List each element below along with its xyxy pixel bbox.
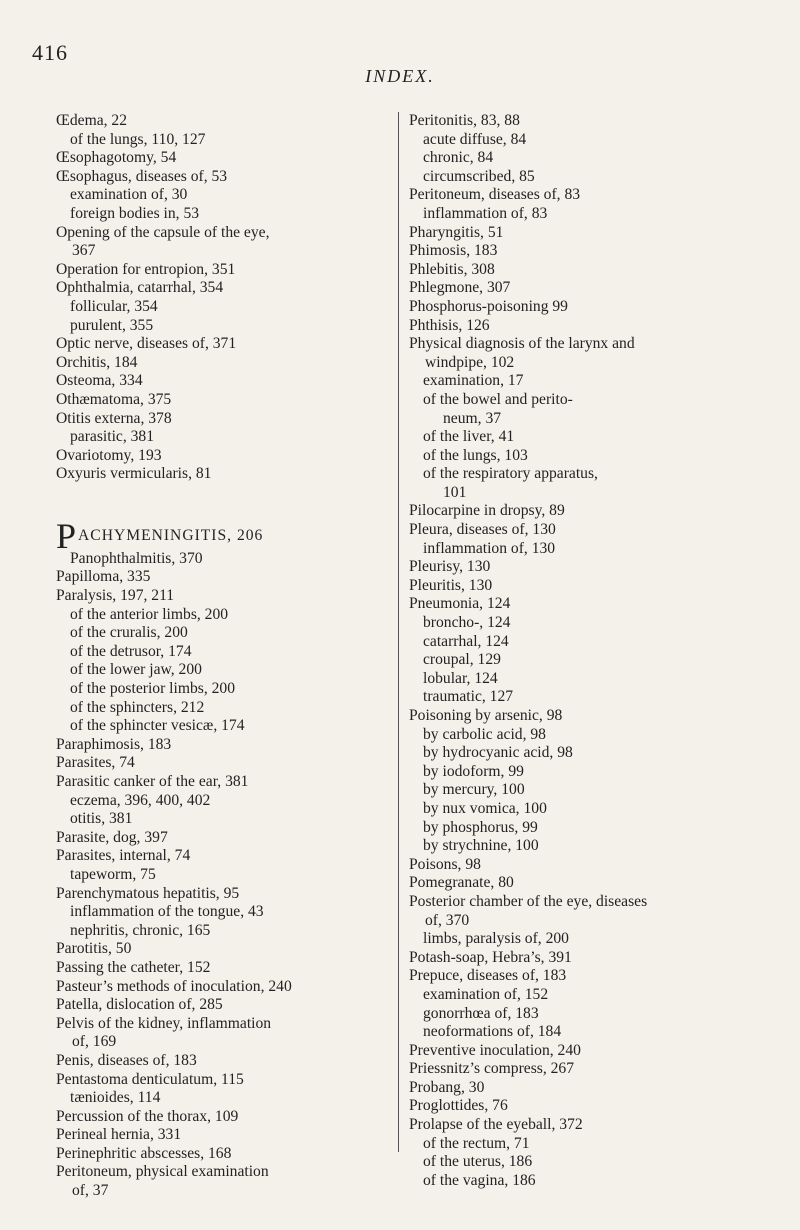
index-entry: Parasites, internal, 74 [56,847,191,865]
index-entry-continuation: windpipe, 102 [425,353,515,371]
index-subentry: parasitic, 381 [70,428,155,446]
index-entry: Parasites, 74 [56,754,135,772]
index-subentry: examination, 17 [423,372,524,390]
column-divider [398,112,399,1152]
index-entry: Paralysis, 197, 211 [56,587,175,605]
index-subentry: circumscribed, 85 [423,167,535,185]
index-subentry: purulent, 355 [70,316,154,334]
index-subentry-continuation: neum, 37 [443,409,502,427]
index-subentry: chronic, 84 [423,149,494,167]
index-entry: Œdema, 22 [56,112,128,129]
index-subentry: of the vagina, 186 [423,1171,536,1189]
index-entry: Phthisis, 126 [409,316,490,334]
index-subentry: of the respiratory apparatus, [423,465,598,483]
index-entry: Paraphimosis, 183 [56,735,172,753]
index-entry: Peritoneum, physical examination [56,1163,269,1181]
index-entry: Pentastoma denticulatum, 115 [56,1070,244,1088]
index-entry: Poisoning by arsenic, 98 [409,707,563,724]
index-subentry: of the lungs, 103 [423,446,528,464]
index-subentry: limbs, paralysis of, 200 [423,930,569,948]
index-subentry: of the cruralis, 200 [70,624,188,642]
index-entry-continuation: of, 370 [425,911,470,929]
index-subentry: follicular, 354 [70,297,158,315]
index-subentry: broncho-, 124 [423,614,511,632]
index-column-left [56,112,396,1201]
index-entry: Parasitic canker of the ear, 381 [56,773,249,790]
index-subentry: examination of, 30 [70,186,188,204]
index-entry: Pharyngitis, 51 [409,223,504,241]
index-entry: Parasite, dog, 397 [56,828,168,846]
index-subentry-continuation: 101 [443,483,467,501]
index-entry: Œsophagotomy, 54 [56,149,177,167]
index-entry-continuation: 367 [72,242,96,260]
index-subentry: neoformations of, 184 [423,1023,562,1041]
index-entry: Pomegranate, 80 [409,874,514,892]
index-subentry: of the posterior limbs, 200 [70,680,236,698]
index-entry: Pneumonia, 124 [409,595,511,613]
index-entry: Othæmatoma, 375 [56,390,172,408]
index-subentry: of the sphincters, 212 [70,698,205,716]
index-entry: Operation for entropion, 351 [56,260,236,278]
index-entry: Peritonitis, 83, 88 [409,112,520,129]
index-entry: Pleura, diseases of, 130 [409,521,556,539]
index-entry: Pleurisy, 130 [409,558,491,576]
index-subentry: otitis, 381 [70,810,133,828]
index-entry: Phlegmone, 307 [409,279,511,297]
index-subentry: of the lungs, 110, 127 [70,130,206,148]
index-entry-letter-head [56,515,396,556]
index-subentry: tænioides, 114 [70,1089,161,1107]
index-entry-continuation: of, 37 [72,1182,109,1200]
index-entry: Orchitis, 184 [56,353,138,371]
index-entry: Osteoma, 334 [56,372,143,390]
index-entry: Oxyuris vermicularis, 81 [56,465,212,483]
index-subentry: tapeworm, 75 [70,865,156,883]
index-subentry: lobular, 124 [423,669,498,687]
section-gap [56,484,396,522]
index-entry: Priessnitz’s compress, 267 [409,1060,575,1078]
index-entry: Phimosis, 183 [409,242,498,260]
index-entry: Perineal hernia, 331 [56,1126,182,1144]
index-subentry: of the uterus, 186 [423,1153,533,1171]
index-subentry: by carbolic acid, 98 [423,725,546,743]
index-entry: Œsophagus, diseases of, 53 [56,167,228,185]
index-subentry: examination of, 152 [423,985,549,1003]
index-subentry: traumatic, 127 [423,688,514,706]
index-subentry: croupal, 129 [423,651,501,669]
index-entry: Pasteur’s methods of inoculation, 240 [56,977,292,995]
index-subentry: eczema, 396, 400, 402 [70,791,211,809]
index-entry: Parenchymatous hepatitis, 95 [56,884,240,902]
index-subentry: by nux vomica, 100 [423,799,547,817]
index-subentry: by mercury, 100 [423,781,525,799]
index-entry: Penis, diseases of, 183 [56,1051,197,1069]
index-subentry: of the sphincter vesicæ, 174 [70,717,245,735]
index-subentry: by strychnine, 100 [423,837,539,855]
index-entry: Ovariotomy, 193 [56,446,162,464]
index-entry-continuation: of, 169 [72,1033,117,1051]
index-subentry: inflammation of, 130 [423,539,556,557]
index-entry: Phosphorus-poisoning 99 [409,297,568,315]
index-column-right [409,112,781,1190]
index-subentry: inflammation of, 83 [423,204,548,222]
index-subentry: foreign bodies in, 53 [70,204,200,222]
index-entry: Potash-soap, Hebra’s, 391 [409,948,572,966]
index-entry-text: ACHYMENINGITIS, 206 [78,526,264,544]
index-subentry: of the liver, 41 [423,428,515,446]
index-subentry: catarrhal, 124 [423,632,509,650]
index-entry: Parotitis, 50 [56,940,132,958]
index-entry: Proglottides, 76 [409,1097,508,1115]
index-entry: Optic nerve, diseases of, 371 [56,335,237,353]
index-subentry: of the rectum, 71 [423,1134,530,1152]
index-subentry: nephritis, chronic, 165 [70,921,211,939]
index-entry: Prepuce, diseases of, 183 [409,967,567,985]
drop-cap: P [56,515,78,556]
index-subentry: Panophthalmitis, 370 [70,549,203,567]
running-head: INDEX. [365,66,435,86]
index-entry: Otitis externa, 378 [56,409,172,427]
index-entry: Physical diagnosis of the larynx and [409,335,635,353]
index-entry: Ophthalmia, catarrhal, 354 [56,279,224,297]
index-entry: Peritoneum, diseases of, 83 [409,186,581,204]
index-entry: Passing the catheter, 152 [56,958,211,976]
index-subentry: of the detrusor, 174 [70,642,192,660]
index-subentry: of the lower jaw, 200 [70,661,202,679]
index-entry: Opening of the capsule of the eye, [56,223,270,241]
index-entry: Posterior chamber of the eye, diseases [409,892,648,910]
index-subentry: acute diffuse, 84 [423,130,527,148]
index-subentry: by hydrocyanic acid, 98 [423,744,573,762]
index-entry: Patella, dislocation of, 285 [56,996,223,1014]
index-subentry: by iodoform, 99 [423,762,524,780]
index-entry: Prolapse of the eyeball, 372 [409,1116,583,1134]
index-subentry: of the bowel and perito- [423,390,573,408]
index-entry: Probang, 30 [409,1078,485,1096]
index-subentry: inflammation of the tongue, 43 [70,903,264,921]
index-entry: Perinephritic abscesses, 168 [56,1144,232,1162]
index-entry: Pilocarpine in dropsy, 89 [409,502,565,520]
index-entry: Preventive inoculation, 240 [409,1041,581,1059]
index-entry: Phlebitis, 308 [409,260,495,278]
index-entry: Percussion of the thorax, 109 [56,1107,239,1125]
index-entry: Pelvis of the kidney, inflammation [56,1014,272,1032]
index-entry: Papilloma, 335 [56,568,151,586]
page-number: 416 [32,40,68,65]
index-subentry: gonorrhœa of, 183 [423,1004,539,1022]
index-subentry: by phosphorus, 99 [423,818,538,836]
index-entry: Poisons, 98 [409,855,481,873]
index-subentry: of the anterior limbs, 200 [70,605,229,623]
index-entry: Pleuritis, 130 [409,576,493,594]
